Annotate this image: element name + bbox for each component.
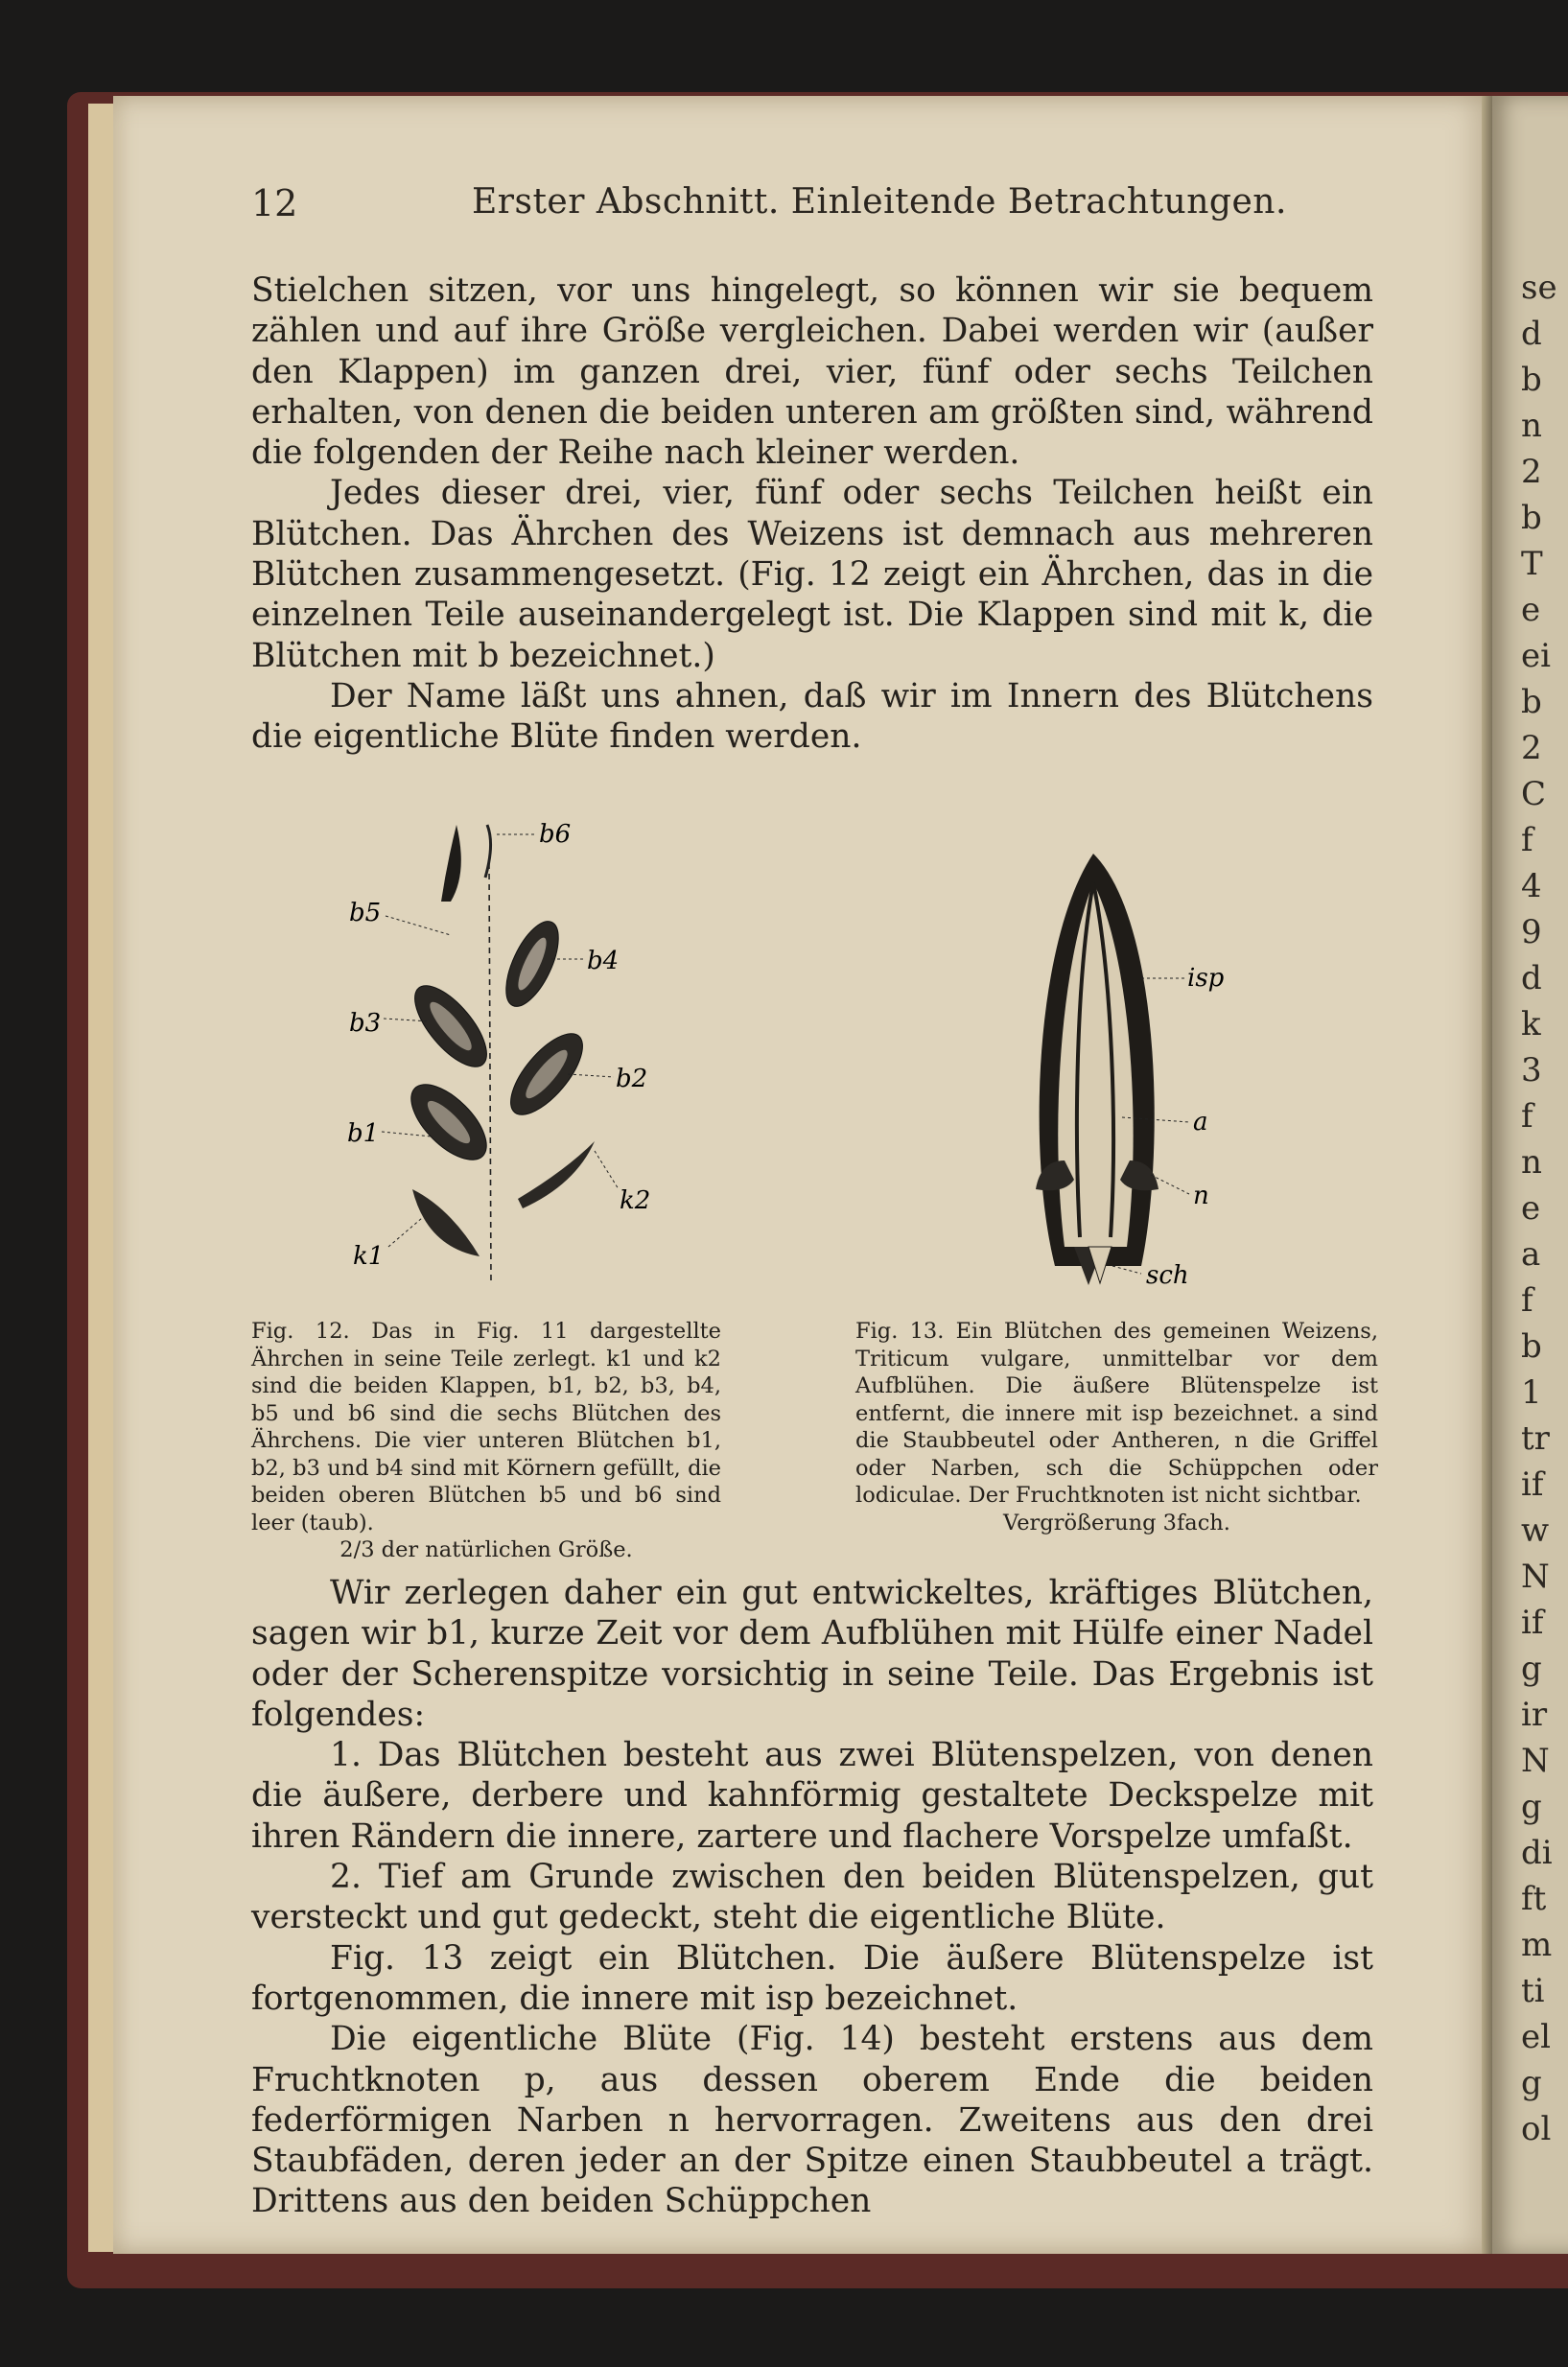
label-b4: b4: [587, 947, 620, 975]
next-page-fragment: ti: [1521, 1972, 1545, 2010]
next-page-fragment: b: [1521, 499, 1542, 537]
label-a: a: [1193, 1108, 1208, 1137]
label-b5: b5: [349, 899, 382, 927]
figure-13-illustration: [997, 844, 1295, 1304]
next-page-fragment: ol: [1521, 2110, 1552, 2148]
paragraph-1: Stielchen sitzen, vor uns hingelegt, so können wir sie bequem zählen und auf ihre Größe vergleichen. Dabei werden wir (außer den Klappen) im ganzen drei, vier, fünf oder sechs Teilchen erhalten, von denen die beiden unteren am größten sind, während die folgenden der Reihe nach kleiner werden.: [251, 271, 1373, 473]
next-page-fragment: 3: [1521, 1051, 1542, 1090]
figure-12-caption-text: Fig. 12. Das in Fig. 11 dargestellte Ährchen in seine Teile zerlegt. k1 und k2 sind die beiden Klappen, b1, b2, b3, b4, b5 und b6 sind die sechs Blütchen des Ährchens. Die vier unteren Blütchen b1, b2, b3 und b4 sind mit Körnern gefüllt, die beiden oberen Blütchen b5 und b6 sind leer (taub).: [251, 1319, 721, 1535]
next-page-fragment: 1: [1521, 1373, 1542, 1412]
grain-b6: [485, 825, 491, 878]
next-page-fragment: f: [1521, 1281, 1533, 1320]
next-page-fragment: ir: [1521, 1696, 1548, 1734]
next-page-fragment: 9: [1521, 913, 1542, 951]
paragraph-7: Fig. 13 zeigt ein Blütchen. Die äußere Blütenspelze ist fortgenommen, die innere mit isp bezeichnet.: [251, 1938, 1373, 2018]
next-page-fragment: b: [1521, 683, 1542, 721]
next-page-fragment: N: [1521, 1558, 1550, 1596]
next-page-fragment: g: [1521, 1788, 1542, 1826]
label-isp: isp: [1187, 964, 1225, 993]
next-page-fragment: N: [1521, 1742, 1550, 1780]
next-page-fragment: di: [1521, 1834, 1553, 1872]
next-page-edge: [1492, 96, 1568, 2254]
next-page-fragment: 2: [1521, 453, 1542, 491]
next-page-fragment: g: [1521, 2064, 1542, 2102]
top-text-block: [251, 270, 1373, 758]
figure-12-caption-size: 2/3 der natürlichen Größe.: [339, 1537, 633, 1562]
next-page-fragment: f: [1521, 1097, 1533, 1136]
next-page-fragment: C: [1521, 775, 1547, 813]
grain-b5: [441, 825, 461, 902]
figure-13-caption: [855, 1318, 1378, 1536]
next-page-fragment: f: [1521, 821, 1533, 859]
next-page-fragment: n: [1521, 407, 1542, 445]
label-b1: b1: [347, 1119, 380, 1148]
bottom-text-block: [251, 1573, 1373, 2222]
running-head: Erster Abschnitt. Einleitende Betrachtungen.: [472, 182, 1287, 222]
next-page-fragment: T: [1521, 545, 1543, 583]
label-b6: b6: [539, 820, 572, 849]
next-page-fragment: se: [1521, 269, 1557, 307]
page-number: 12: [251, 182, 298, 224]
next-page-fragment: a: [1521, 1235, 1541, 1274]
next-page-fragment: el: [1521, 2018, 1551, 2056]
next-page-fragment: n: [1521, 1143, 1542, 1182]
klappe-k1: [412, 1189, 480, 1256]
next-page-fragment: if: [1521, 1604, 1544, 1642]
label-sch: sch: [1146, 1261, 1189, 1290]
next-page-fragment: m: [1521, 1926, 1553, 1964]
next-page-fragment: g: [1521, 1650, 1542, 1688]
next-page-fragment: e: [1521, 1189, 1541, 1228]
figure-12-illustration: [345, 806, 690, 1304]
paragraph-8: Die eigentliche Blüte (Fig. 14) besteht erstens aus dem Fruchtknoten p, aus dessen oberem Ende die beiden federförmigen Narben n hervorragen. Zweitens aus den drei Staubfäden, deren jeder an der Spitze einen Staubbeutel a trägt. Drittens aus den beiden Schüppchen: [251, 2020, 1373, 2221]
label-b2: b2: [616, 1065, 648, 1093]
next-page-fragment: d: [1521, 959, 1542, 997]
next-page-fragment: k: [1521, 1005, 1541, 1043]
paragraph-3: Der Name läßt uns ahnen, daß wir im Innern des Blütchens die eigentliche Blüte finden werden.: [251, 676, 1373, 757]
next-page-fragment: w: [1521, 1512, 1550, 1550]
next-page-fragment: ft: [1521, 1880, 1547, 1918]
figure-13-caption-size: Vergrößerung 3fach.: [1003, 1510, 1230, 1535]
label-k2: k2: [620, 1186, 651, 1215]
label-k1: k1: [353, 1242, 385, 1271]
next-page-fragment: tr: [1521, 1419, 1550, 1458]
next-page-fragment: if: [1521, 1465, 1544, 1504]
label-b3: b3: [349, 1009, 382, 1038]
paragraph-4: Wir zerlegen daher ein gut entwickeltes, kräftiges Blütchen, sagen wir b1, kurze Zeit vor dem Aufblühen mit Hülfe einer Nadel oder der Scherenspitze vorsichtig in seine Teile. Das Ergebnis ist folgendes:: [251, 1574, 1373, 1734]
next-page-fragment: 4: [1521, 867, 1542, 905]
paragraph-2: Jedes dieser drei, vier, fünf oder sechs Teilchen heißt ein Blütchen. Das Ährchen des Weizens ist demnach aus mehreren Blütchen zusammengesetzt. (Fig. 12 zeigt ein Ährchen, das in die einzelnen Teile auseinandergelegt ist. Die Klappen sind mit k, die Blütchen mit b bezeichnet.): [251, 474, 1373, 675]
label-n: n: [1193, 1182, 1209, 1210]
next-page-fragment: b: [1521, 361, 1542, 399]
next-page-fragment: e: [1521, 591, 1541, 629]
next-page-fragment: d: [1521, 315, 1542, 353]
next-page-fragment: 2: [1521, 729, 1542, 767]
figure-13-caption-text: Fig. 13. Ein Blütchen des gemeinen Weizens, Triticum vulgare, unmittelbar vor dem Aufblühen. Die äußere Blütenspelze ist entfernt, die innere mit isp bezeichnet. a sind die Staubbeutel oder Antheren, n die Griffel oder Narben, sch die Schüppchen oder lodiculae. Der Fruchtknoten ist nicht sichtbar.: [855, 1319, 1378, 1508]
paragraph-5: 1. Das Blütchen besteht aus zwei Blütenspelzen, von denen die äußere, derbere und kahnförmig gestaltete Deckspelze mit ihren Rändern die innere, zartere und flachere Vorspelze umfaßt.: [251, 1736, 1373, 1856]
klappe-k2: [518, 1141, 595, 1208]
paragraph-6: 2. Tief am Grunde zwischen den beiden Blütenspelzen, gut versteckt und gut gedeckt, steht die eigentliche Blüte.: [251, 1858, 1373, 1937]
next-page-fragment: ei: [1521, 637, 1551, 675]
next-page-fragment: b: [1521, 1327, 1542, 1366]
figure-12-caption: [251, 1318, 721, 1564]
page-header: [251, 182, 1354, 240]
